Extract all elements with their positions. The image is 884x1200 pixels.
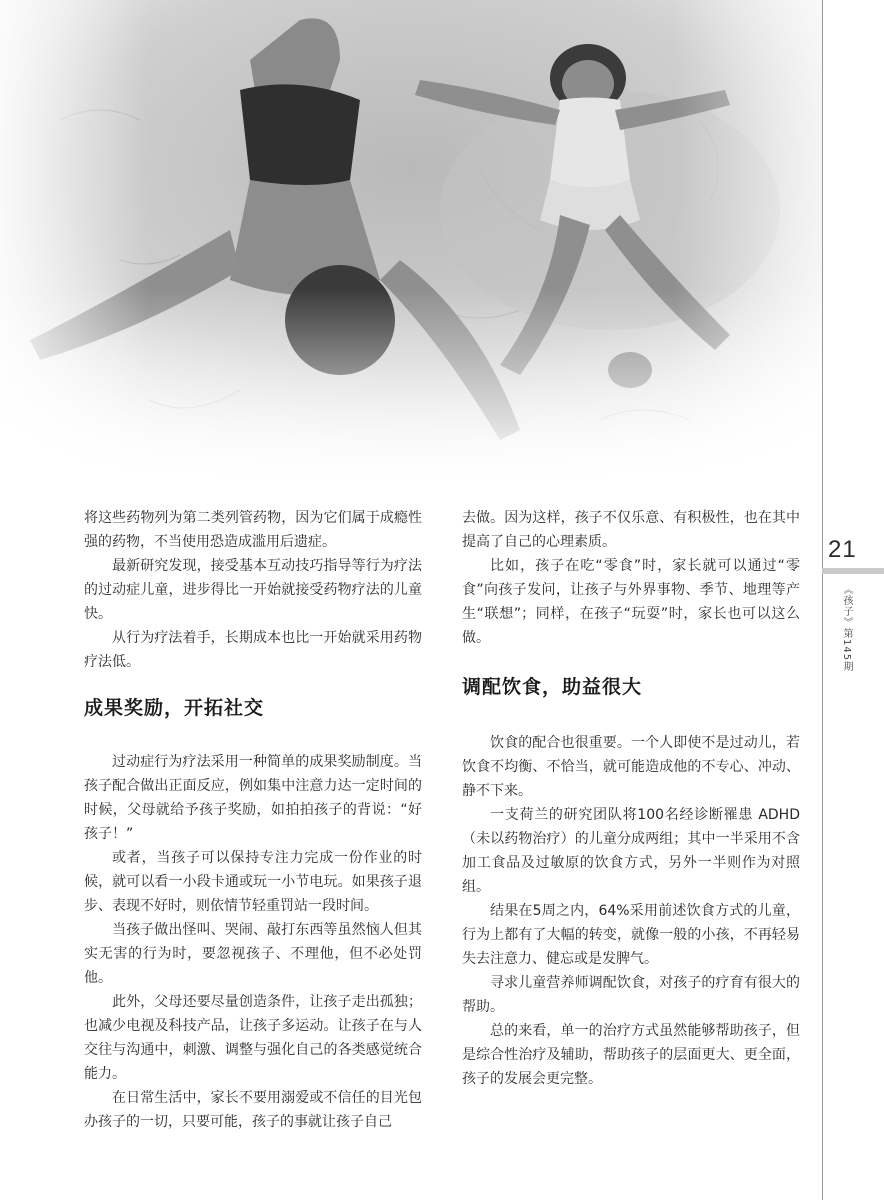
paragraph: 结果在5周之内，64%采用前述饮食方式的儿童，行为上都有了大幅的转变，就像一般的小孩，不再轻易失去注意力、健忘或是发脾气。 (462, 903, 800, 967)
paragraph: 当孩子做出怪叫、哭闹、敲打东西等虽然恼人但其实无害的行为时，要忽视孩子、不理他，但不必处罚他。 (84, 922, 422, 986)
paragraph: 比如，孩子在吃“零食”时，家长就可以通过“零食”向孩子发问，让孩子与外界事物、季节、地理等产生“联想”；同样，在孩子“玩耍”时，家长也可以这么做。 (462, 558, 800, 646)
children-in-sand-photo (0, 0, 822, 480)
section-heading: 成果奖励，开拓社交 (84, 697, 265, 719)
left-column (84, 506, 422, 1134)
paragraph: 寻求儿童营养师调配饮食，对孩子的疗育有很大的帮助。 (462, 975, 800, 1015)
right-column (462, 506, 800, 1091)
paragraph: 将这些药物列为第二类列管药物，因为它们属于成瘾性强的药物，不当使用恐造成滥用后遗症。 (84, 510, 422, 550)
section-heading: 调配饮食，助益很大 (462, 676, 643, 698)
page-number: 21 (828, 536, 857, 563)
page-number-bar (822, 568, 884, 574)
paragraph: 从行为疗法着手，长期成本也比一开始就采用药物疗法低。 (84, 630, 422, 670)
paragraph: 过动症行为疗法采用一种简单的成果奖励制度。当孩子配合做出正面反应，例如集中注意力达一定时间的时候，父母就给予孩子奖励，如拍拍孩子的背说：“好孩子！” (84, 754, 422, 842)
paragraph: 此外，父母还要尽量创造条件，让孩子走出孤独；也减少电视及科技产品，让孩子多运动。让孩子在与人交往与沟通中，刺激、调整与强化自己的各类感觉统合能力。 (84, 994, 422, 1082)
paragraph: 一支荷兰的研究团队将100名经诊断罹患 ADHD（未以药物治疗）的儿童分成两组；其中一半采用不含加工食品及过敏原的饮食方式，另外一半则作为对照组。 (462, 807, 800, 895)
paragraph: 饮食的配合也很重要。一个人即使不是过动儿，若饮食不均衡、不恰当，就可能造成他的不专心、冲动、静不下来。 (462, 735, 800, 799)
paragraph: 最新研究发现，接受基本互动技巧指导等行为疗法的过动症儿童，进步得比一开始就接受药物疗法的儿童快。 (84, 558, 422, 622)
paragraph: 去做。因为这样，孩子不仅乐意、有积极性，也在其中提高了自己的心理素质。 (462, 510, 800, 550)
issue-label: 《孩子》第145期 (841, 584, 852, 673)
paragraph: 总的来看，单一的治疗方式虽然能够帮助孩子，但是综合性治疗及辅助，帮助孩子的层面更大、更全面，孩子的发展会更完整。 (462, 1023, 800, 1087)
paragraph: 或者，当孩子可以保持专注力完成一份作业的时候，就可以看一小段卡通或玩一小节电玩。如果孩子退步、表现不好时，则依情节轻重罚站一段时间。 (84, 850, 422, 914)
margin-rule (822, 0, 823, 1200)
paragraph: 在日常生活中，家长不要用溺爱或不信任的目光包办孩子的一切，只要可能，孩子的事就让孩子自己 (84, 1090, 422, 1130)
